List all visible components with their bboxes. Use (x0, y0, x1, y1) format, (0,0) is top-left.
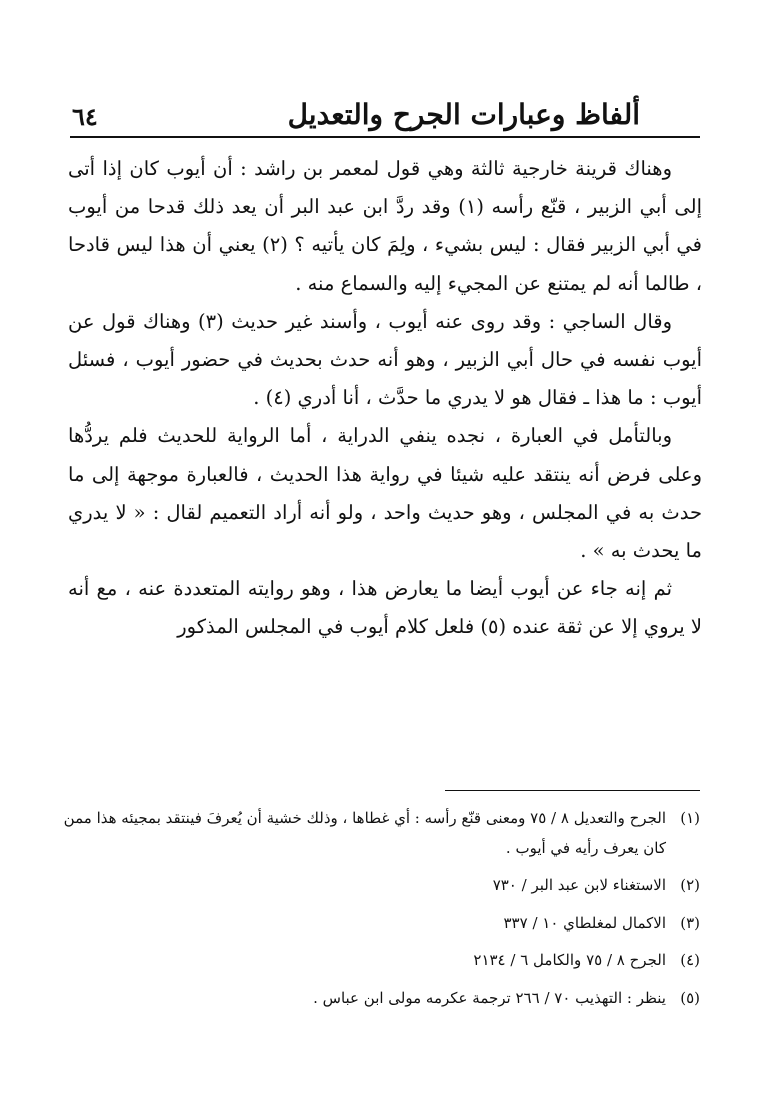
footnote-text: الجرح والتعديل ٨ / ٧٥ ومعنى قنّع رأسه : أي غطاها ، وذلك خشية أن يُعرفَ فينتقد بمجيئه هذا ممن كان يعرف رأيه في أيوب . (63, 809, 666, 857)
footnote (60, 804, 700, 863)
page-number: ٦٤ (72, 102, 98, 131)
header-rule (70, 136, 700, 138)
footnote-number: (٤) (680, 951, 700, 969)
footnote-separator (445, 790, 700, 791)
footnote-text: الاكمال لمغلطاي ١٠ / ٣٣٧ (503, 913, 666, 932)
footnote-number: (٢) (680, 876, 700, 894)
footnote-text: ينظر : التهذيب ٧٠ / ٢٦٦ ترجمة عكرمه مولى ابن عباس . (313, 988, 666, 1007)
footnotes (60, 804, 700, 1021)
paragraph: وقال الساجي : وقد روى عنه أيوب ، وأسند غير حديث (٣) وهناك قول عن أيوب نفسه في حال أبي الزبير ، وهو أنه حدث بحديث في حضور أيوب ، فسئل أيوب : ما هذا ـ فقال هو لا يدري ما حدَّث ، أنا أدري (٤) . (68, 309, 702, 410)
paragraph: ثم إنه جاء عن أيوب أيضا ما يعارض هذا ، وهو روايته المتعددة عنه ، مع أنه لا يروي إلا عن ثقة عنده (٥) فلعل كلام أيوب في المجلس المذكور (68, 577, 702, 639)
paragraph: وهناك قرينة خارجية ثالثة وهي قول لمعمر بن راشد : أن أيوب كان إذا أتى إلى أبي الزبير ، قنّع رأسه (١) وقد ردَّ ابن عبد البر أن يعد ذلك قدحا من أيوب في أبي الزبير فقال : ليس بشيء ، ولِمَ كان يأتيه ؟ (٢) يعني أن هذا ليس قادحا ، طالما أنه لم يمتنع عن المجيء إليه والسماع منه . (68, 157, 703, 295)
running-title: ألفاظ وعبارات الجرح والتعديل (287, 98, 640, 131)
footnote-number: (٥) (680, 988, 700, 1007)
footnote (60, 871, 700, 901)
paragraph: وبالتأمل في العبارة ، نجده ينفي الدراية ، أما الرواية للحديث فلم يردُّها وعلى فرض أنه ينتقد عليه شيئا في رواية هذا الحديث ، فالعبارة موجهة إلى ما حدث به في المجلس ، وهو حديث واحد ، ولو أنه أراد التعميم لقال : « لا يدري ما يحدث به » . (68, 424, 702, 563)
footnote (60, 946, 700, 976)
footnote-number: (٣) (680, 913, 700, 932)
footnote-number: (١) (680, 809, 700, 827)
main-text (68, 150, 702, 647)
page-header (70, 96, 700, 140)
footnote-text: الاستغناء لابن عبد البر / ٧٣٠ (492, 876, 666, 894)
footnote (60, 909, 700, 939)
footnote-text: الجرح ٨ / ٧٥ والكامل ٦ / ٢١٣٤ (473, 951, 666, 969)
footnote (60, 984, 700, 1014)
